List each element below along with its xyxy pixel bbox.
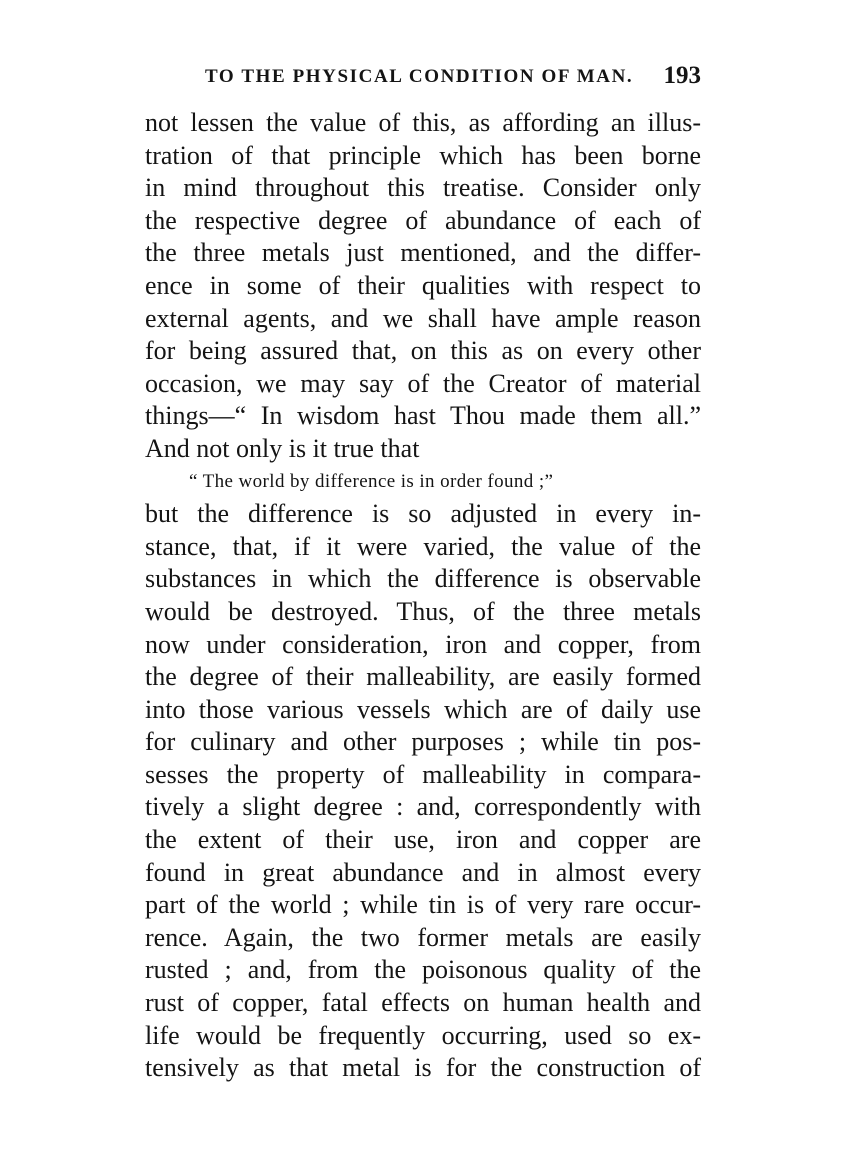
text-line: would be destroyed. Thus, of the three metals	[145, 596, 701, 626]
text-line: for being assured that, on this as on every other	[145, 336, 701, 366]
text-line: rusted ; and, from the poisonous quality of the	[145, 955, 701, 985]
verse-quotation: “ The world by difference is in order found ;”	[189, 470, 554, 492]
text-line: the three metals just mentioned, and the differ-	[145, 238, 701, 268]
text-line: for culinary and other purposes ; while tin pos-	[145, 727, 701, 757]
text-line: things—“ In wisdom hast Thou made them all.”	[145, 401, 701, 431]
text-line: part of the world ; while tin is of very rare occur-	[145, 890, 701, 920]
text-line: but the difference is so adjusted in every in-	[145, 499, 701, 529]
text-line: life would be frequently occurring, used so ex-	[145, 1020, 701, 1050]
page-number: 193	[663, 62, 701, 89]
text-line: rence. Again, the two former metals are easily	[145, 922, 701, 952]
text-line: found in great abundance and in almost every	[145, 857, 701, 887]
running-head	[145, 62, 701, 92]
text-line: not lessen the value of this, as affording an illus-	[145, 108, 701, 137]
text-line: And not only is it true that	[145, 433, 420, 463]
text-line: tensively as that metal is for the construction of	[145, 1053, 701, 1083]
text-line: occasion, we may say of the Creator of material	[145, 368, 701, 398]
text-line: sesses the property of malleability in compara-	[145, 759, 701, 789]
text-line: tration of that principle which has been borne	[145, 140, 701, 170]
text-line: the extent of their use, iron and copper are	[145, 825, 701, 855]
text-line: ence in some of their qualities with respect to	[145, 270, 701, 300]
text-line: the respective degree of abundance of each of	[145, 205, 701, 235]
text-line: external agents, and we shall have ample reason	[145, 303, 701, 333]
text-line: substances in which the difference is observable	[145, 564, 701, 594]
running-title: TO THE PHYSICAL CONDITION OF MAN.	[205, 66, 634, 87]
text-line: now under consideration, iron and copper, from	[145, 629, 701, 659]
text-line: the degree of their malleability, are easily formed	[145, 662, 701, 692]
text-line: stance, that, if it were varied, the value of the	[145, 531, 701, 561]
text-line: rust of copper, fatal effects on human health and	[145, 988, 701, 1018]
text-line: tively a slight degree : and, correspondently with	[145, 792, 701, 822]
text-line: in mind throughout this treatise. Consider only	[145, 173, 701, 203]
body-text	[145, 107, 701, 1085]
text-line: into those various vessels which are of daily use	[145, 694, 701, 724]
